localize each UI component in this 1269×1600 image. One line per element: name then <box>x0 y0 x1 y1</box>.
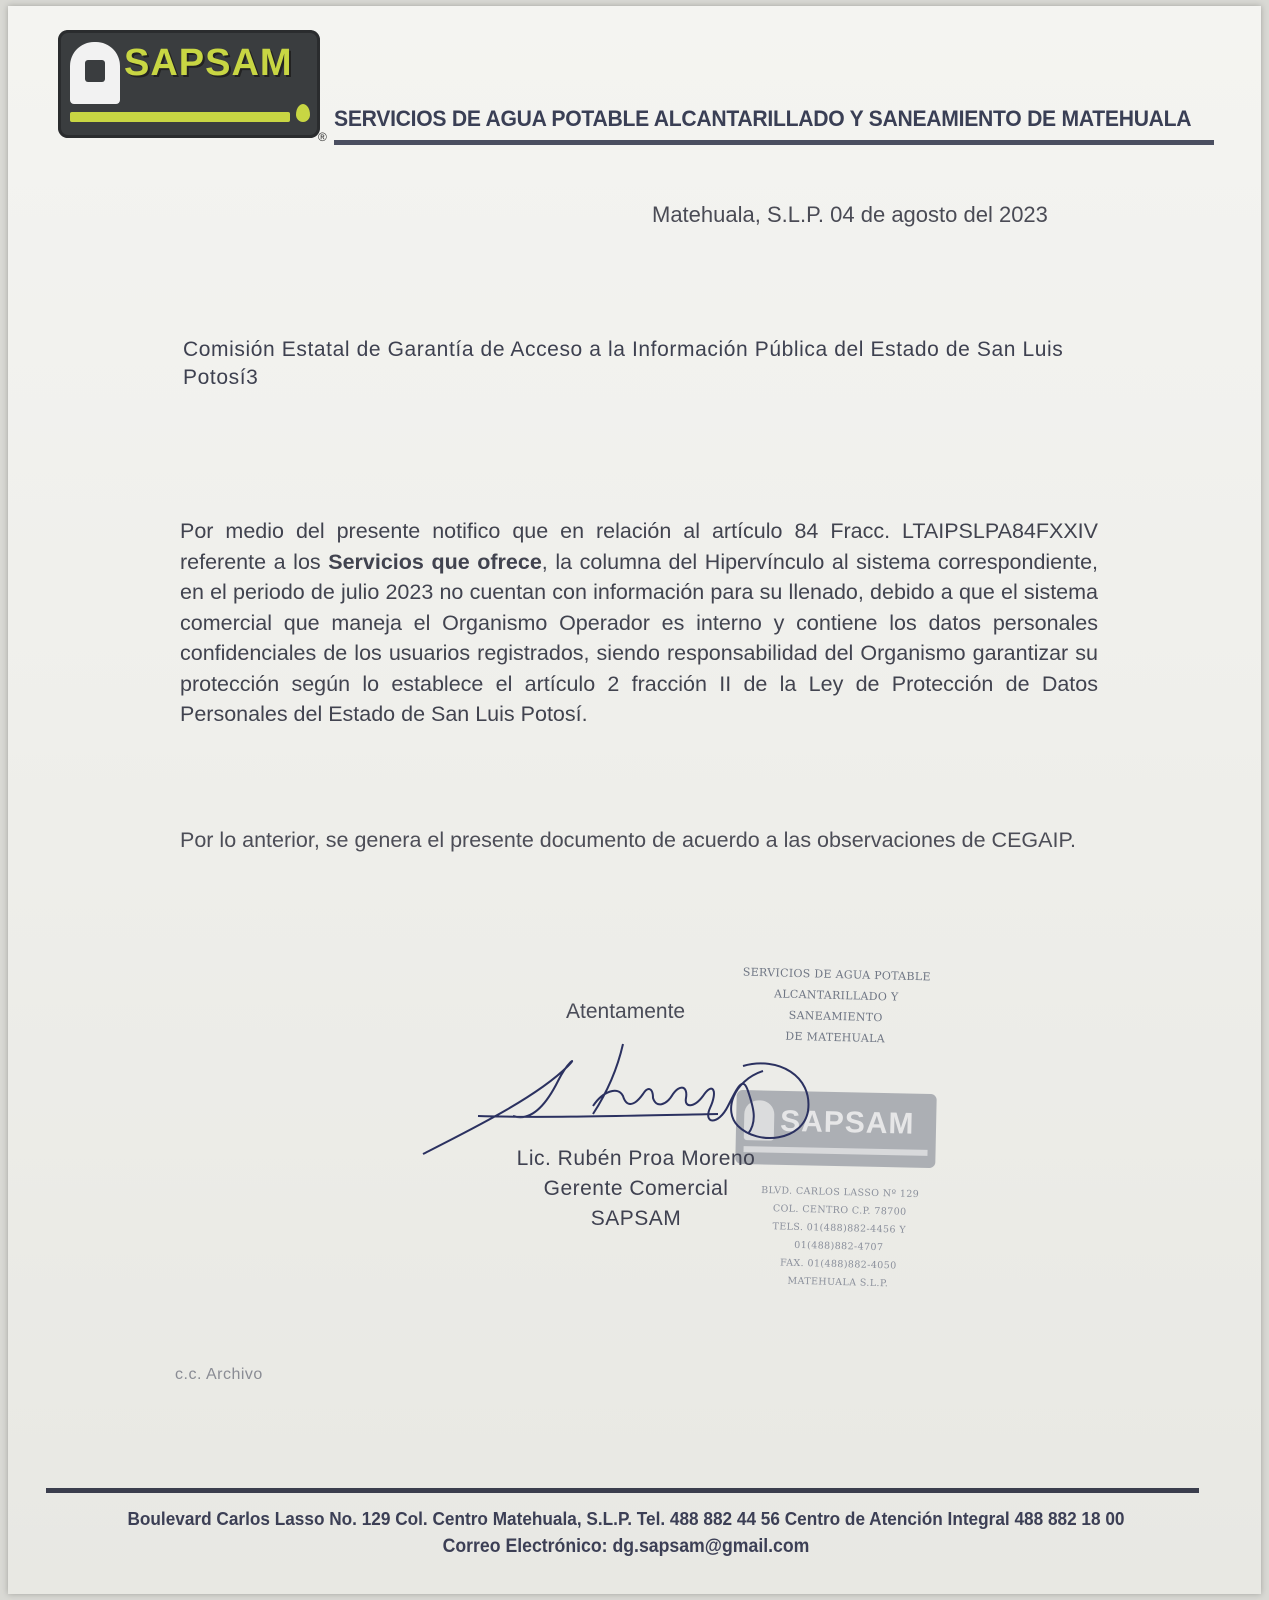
body-bold-text: Servicios que ofrece <box>328 549 542 574</box>
footer-address: Boulevard Carlos Lasso No. 129 Col. Centro Matehuala, S.L.P. Tel. 488 882 44 56 Centro de Atención Integral 488 882 18 00 <box>127 1508 1125 1529</box>
organization-name: SERVICIOS DE AGUA POTABLE ALCANTARILLADO Y SANEAMIENTO DE MATEHUALA <box>334 106 1192 131</box>
letter-page <box>8 6 1261 1594</box>
sapsam-logo <box>58 30 320 138</box>
closing-paragraph: Por lo anterior, se genera el presente documento de acuerdo a las observaciones de CEGAIP. <box>180 828 1076 852</box>
stamp-line: SANEAMIENTO <box>788 1008 883 1025</box>
stamp-line: ALCANTARILLADO Y <box>773 987 899 1004</box>
stamp-address-line: 01(488)882-4707 <box>794 1239 884 1254</box>
salutation: Atentamente <box>566 1000 686 1023</box>
footer-email: Correo Electrónico: dg.sapsam@gmail.com <box>442 1536 810 1557</box>
logo-text: SAPSAM <box>124 42 293 84</box>
water-tower-icon <box>70 42 120 104</box>
cc-archive: c.c. Archivo <box>175 1366 263 1383</box>
stamp-address-line: TELS. 01(488)882-4456 Y <box>772 1221 907 1236</box>
signer-title: Gerente Comercial <box>543 1177 729 1200</box>
signer-organization: SAPSAM <box>590 1207 682 1230</box>
stamp-address-line: BLVD. CARLOS LASSO Nº 129 <box>761 1184 920 1201</box>
body-text-2: , la columna del Hipervínculo al sistema correspondiente, en el periodo de julio 2023 no cuentan con información para su llenado, debido a que el sistema comercial que maneja el Organismo Operador es interno y contiene los datos personales confidenciales de los usuarios registrados, siendo responsabilidad del Organismo garantizar su protección según lo establece el artículo 2 fracción II de la Ley de Protección de Datos Personales del Estado de San Luis Potosí. <box>180 549 1098 726</box>
stamp-address-line: FAX. 01(488)882-4050 <box>779 1257 897 1272</box>
stamp-logo-text: SAPSAM <box>779 1104 915 1141</box>
signer-block <box>486 1144 786 1234</box>
recipient: Comisión Estatal de Garantía de Acceso a la Información Pública del Estado de San Luis Potosí3 <box>183 338 1064 389</box>
stamp-line: DE MATEHUALA <box>785 1029 886 1046</box>
stamp-line: SERVICIOS DE AGUA POTABLE <box>742 965 931 984</box>
body-paragraph <box>180 516 1098 730</box>
stamp-address <box>743 1182 936 1295</box>
signer-name: Lic. Rubén Proa Moreno <box>516 1147 756 1170</box>
header-rule <box>334 140 1214 145</box>
date-line: Matehuala, S.L.P. 04 de agosto del 2023 <box>652 202 1048 227</box>
footer-rule <box>46 1488 1199 1493</box>
stamp-address-line: COL. CENTRO C.P. 78700 <box>772 1203 907 1218</box>
logo-bar <box>70 112 290 122</box>
body-text-1: Por medio del presente notifico que en relación al artículo 84 Fracc. LTAIPSLPA84FXXIV referente a los <box>180 519 1098 574</box>
water-drop-icon <box>296 104 310 122</box>
stamp-address-line: MATEHUALA S.L.P. <box>787 1275 889 1290</box>
registered-mark: ® <box>318 130 327 144</box>
